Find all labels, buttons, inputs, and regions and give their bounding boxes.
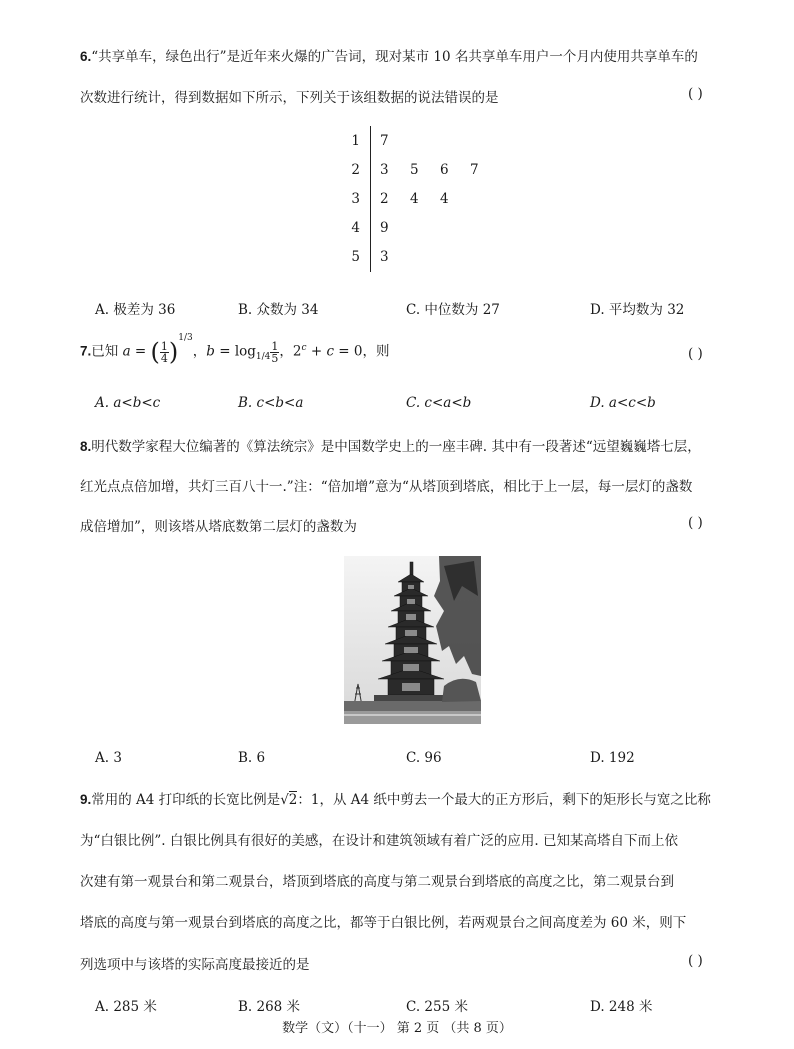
leaf-value: 4 [410, 191, 419, 207]
fraction: $\frac{1}{5}$ [271, 339, 279, 365]
q6-line1 [80, 45, 698, 65]
pagoda-photo [344, 556, 481, 724]
leaf-value: 7 [470, 162, 479, 178]
q8-text-line2: 红光点点倍加增，共灯三百八十一.”注：“倍加增”意为“从塔顶到塔底，相比于上一层，每一层灯的盏数 [80, 479, 693, 495]
answer-paren: ( ) [688, 346, 703, 362]
question-number: 7. [80, 343, 92, 359]
question-number: 9. [80, 792, 92, 807]
q6-text-line2: 次数进行统计，得到数据如下所示，下列关于该组数据的说法错误的是 [80, 90, 499, 106]
q9-option-c: C. 255 米 [406, 999, 468, 1015]
stem-value: 5 [351, 249, 360, 265]
leaf-value: 9 [380, 220, 389, 236]
leaf-value: 6 [440, 162, 449, 178]
q8-text-line1: 明代数学家程大位编著的《算法统宗》是中国数学史上的一座丰碑. 其中有一段著述“远望巍巍塔七层， [91, 439, 701, 455]
leaf-value: 2 [380, 191, 389, 207]
leaf-value: 5 [410, 162, 419, 178]
question-number: 6. [80, 49, 92, 64]
stem-value: 2 [351, 162, 360, 178]
page-footer: 数学（文）（十一） 第 2 页 （共 8 页） [282, 1021, 512, 1036]
q7-option-b: B. c<b<a [238, 395, 304, 411]
stem-value: 3 [351, 191, 360, 207]
answer-paren: ( ) [688, 953, 703, 969]
q8-option-b: B. 6 [238, 750, 266, 766]
q8-option-d: D. 192 [590, 750, 635, 766]
leaf-value: 7 [380, 133, 389, 149]
answer-paren: ( ) [688, 515, 703, 531]
fraction: $\frac{1}{4}$ [160, 339, 168, 365]
q9-option-d: D. 248 米 [590, 999, 653, 1015]
q9-line1: 9.常用的 A4 打印纸的长宽比例是√2：1，从 A4 纸中剪去一个最大的正方形后，剩下的矩形长与宽之比称 [80, 792, 711, 808]
q6-option-c: C. 中位数为 27 [406, 302, 500, 318]
stem-leaf-divider [370, 126, 371, 272]
q9-option-a: A. 285 米 [95, 999, 157, 1015]
answer-paren: ( ) [688, 86, 703, 102]
leaf-value: 4 [440, 191, 449, 207]
q7-option-d: D. a<c<b [590, 395, 656, 411]
q6-text-line1: “共享单车，绿色出行”是近年来火爆的广告词，现对某市 10 名共享单车用户一个月内使用共享单车的 [91, 49, 698, 65]
sqrt-symbol: √2 [280, 792, 298, 808]
q7-option-c: C. c<a<b [406, 395, 472, 411]
q6-option-a: A. 极差为 36 [95, 302, 176, 318]
q7-option-a: A. a<b<c [95, 395, 161, 411]
exponent: 1/3 [178, 333, 193, 343]
stem-value: 1 [351, 133, 360, 149]
q8-line1 [80, 435, 701, 455]
q9-text-line2: 为“白银比例”. 白银比例具有很好的美感，在设计和建筑领域有着广泛的应用. 已知某高塔自下而上依 [80, 833, 678, 849]
q6-option-d: D. 平均数为 32 [590, 302, 685, 318]
q9-text-line3: 次建有第一观景台和第二观景台，塔顶到塔底的高度与第二观景台到塔底的高度之比，第二观景台到 [80, 874, 674, 890]
q9-option-b: B. 268 米 [238, 999, 301, 1015]
log-base: 1/4 [255, 352, 271, 363]
q9-text-line5: 列选项中与该塔的实际高度最接近的是 [80, 957, 310, 973]
stem-value: 4 [351, 220, 360, 236]
question-number: 8. [80, 439, 92, 454]
leaf-value: 3 [380, 249, 389, 265]
q8-text-line3: 成倍增加”，则该塔从塔底数第二层灯的盏数为 [80, 519, 357, 535]
q9-text-line4: 塔底的高度与第一观景台到塔底的高度之比，都等于白银比例，若两观景台之间高度差为 60 米，则下 [80, 915, 687, 931]
q8-option-a: A. 3 [95, 750, 122, 766]
q7-line1: 7.已知 a = ( $\frac{1}{4}$ )$^{1/3}$，$b = \log_{1/4}$ $\frac{1}{5}$ ，$2^c + c = 0$，则 [80, 333, 390, 366]
q8-option-c: C. 96 [406, 750, 442, 766]
q6-option-b: B. 众数为 34 [238, 302, 319, 318]
leaf-value: 3 [380, 162, 389, 178]
